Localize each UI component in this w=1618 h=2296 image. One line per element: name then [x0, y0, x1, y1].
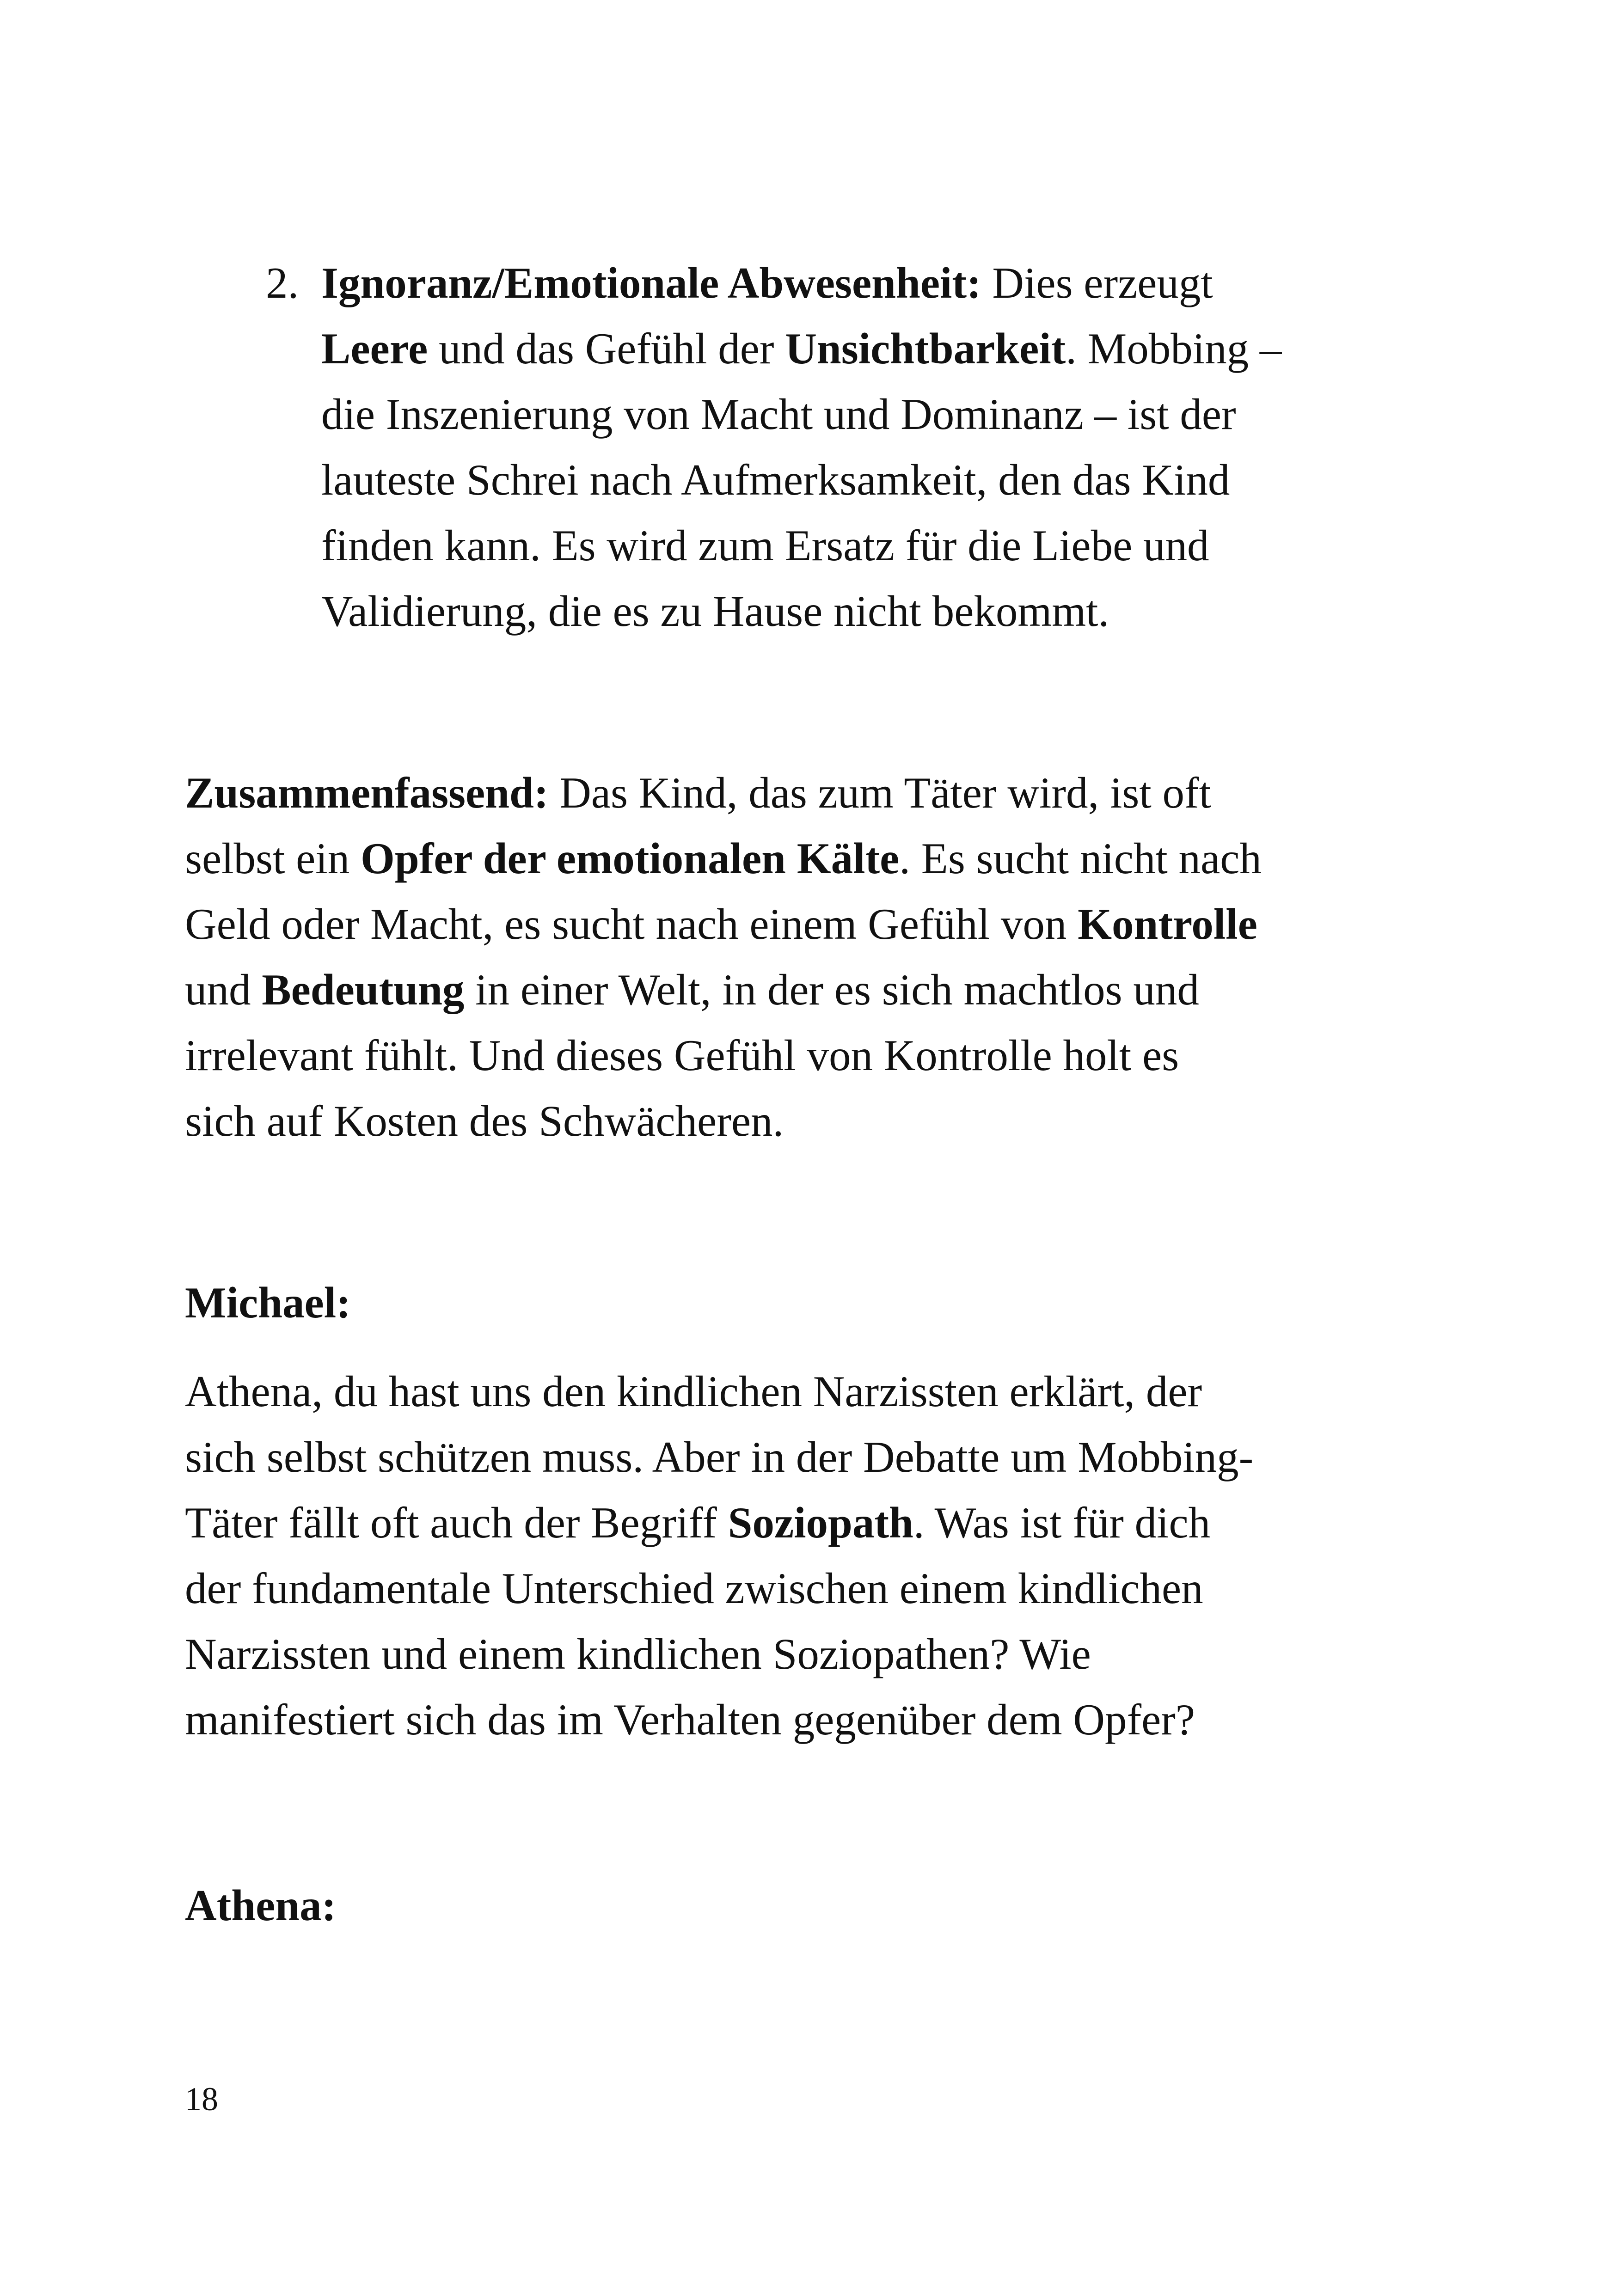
text-run: sich selbst schützen muss. Aber in der Debatte um Mobbing-: [185, 1433, 1254, 1482]
bold-text: Kontrolle: [1078, 900, 1257, 949]
page-number: 18: [185, 2081, 218, 2118]
text-run: . Es sucht nicht nach: [899, 834, 1262, 883]
text-run: Athena, du hast uns den kindlichen Narzissten erklärt, der: [185, 1367, 1202, 1416]
bold-text: Soziopath: [728, 1498, 913, 1547]
text-run: der fundamentale Unterschied zwischen einem kindlichen: [185, 1564, 1203, 1613]
bold-text: Leere: [321, 324, 428, 373]
text-run: manifestiert sich das im Verhalten gegenüber dem Opfer?: [185, 1695, 1195, 1744]
text-run: in einer Welt, in der es sich machtlos und: [464, 965, 1199, 1014]
text-run: selbst ein: [185, 834, 361, 883]
michael-line: [185, 1433, 1254, 1482]
item2-line: [321, 587, 1109, 636]
text-run: irrelevant fühlt. Und dieses Gefühl von Kontrolle holt es: [185, 1031, 1179, 1080]
text-run: Narzissten und einem kindlichen Soziopathen? Wie: [185, 1629, 1091, 1678]
item2-line: [321, 390, 1236, 439]
summary-line: [185, 900, 1257, 949]
michael-line: [185, 1695, 1195, 1744]
bold-text: Bedeutung: [262, 965, 465, 1014]
bold-text: Opfer der emotionalen Kälte: [360, 834, 900, 883]
item2-line: [321, 455, 1230, 504]
michael-line: [185, 1498, 1211, 1547]
michael-line: [185, 1367, 1202, 1416]
michael-line: [185, 1629, 1091, 1678]
text-run: Dies erzeugt: [981, 258, 1213, 307]
summary-line: [185, 965, 1199, 1014]
text-run: Das Kind, das zum Täter wird, ist oft: [548, 768, 1212, 817]
text-run: und das Gefühl der: [428, 324, 785, 373]
item2-line: [321, 521, 1209, 570]
bold-text: Zusammenfassend:: [185, 768, 549, 817]
text-run: lauteste Schrei nach Aufmerksamkeit, den das Kind: [321, 455, 1230, 504]
text-run: . Mobbing –: [1066, 324, 1282, 373]
speaker-michael: Michael:: [185, 1278, 351, 1327]
summary-line: [185, 834, 1262, 883]
bold-text: Ignoranz/Emotionale Abwesenheit:: [321, 258, 981, 307]
text-run: und: [185, 965, 262, 1014]
text-run: die Inszenierung von Macht und Dominanz – ist der: [321, 390, 1236, 439]
text-run: Geld oder Macht, es sucht nach einem Gefühl von: [185, 900, 1078, 949]
text-run: Validierung, die es zu Hause nicht bekommt.: [321, 587, 1109, 636]
summary-line: [185, 768, 1212, 817]
michael-line: [185, 1564, 1203, 1613]
text-run: sich auf Kosten des Schwächeren.: [185, 1096, 784, 1145]
item2-line: [321, 324, 1282, 373]
text-run: . Was ist für dich: [913, 1498, 1211, 1547]
list-number: 2.: [266, 258, 299, 307]
summary-line: [185, 1031, 1179, 1080]
bold-text: Unsichtbarkeit: [785, 324, 1066, 373]
speaker-athena: Athena:: [185, 1881, 337, 1930]
summary-line: [185, 1096, 784, 1145]
text-run: finden kann. Es wird zum Ersatz für die Liebe und: [321, 521, 1209, 570]
text-run: Täter fällt oft auch der Begriff: [185, 1498, 728, 1547]
item2-line: [321, 258, 1213, 307]
